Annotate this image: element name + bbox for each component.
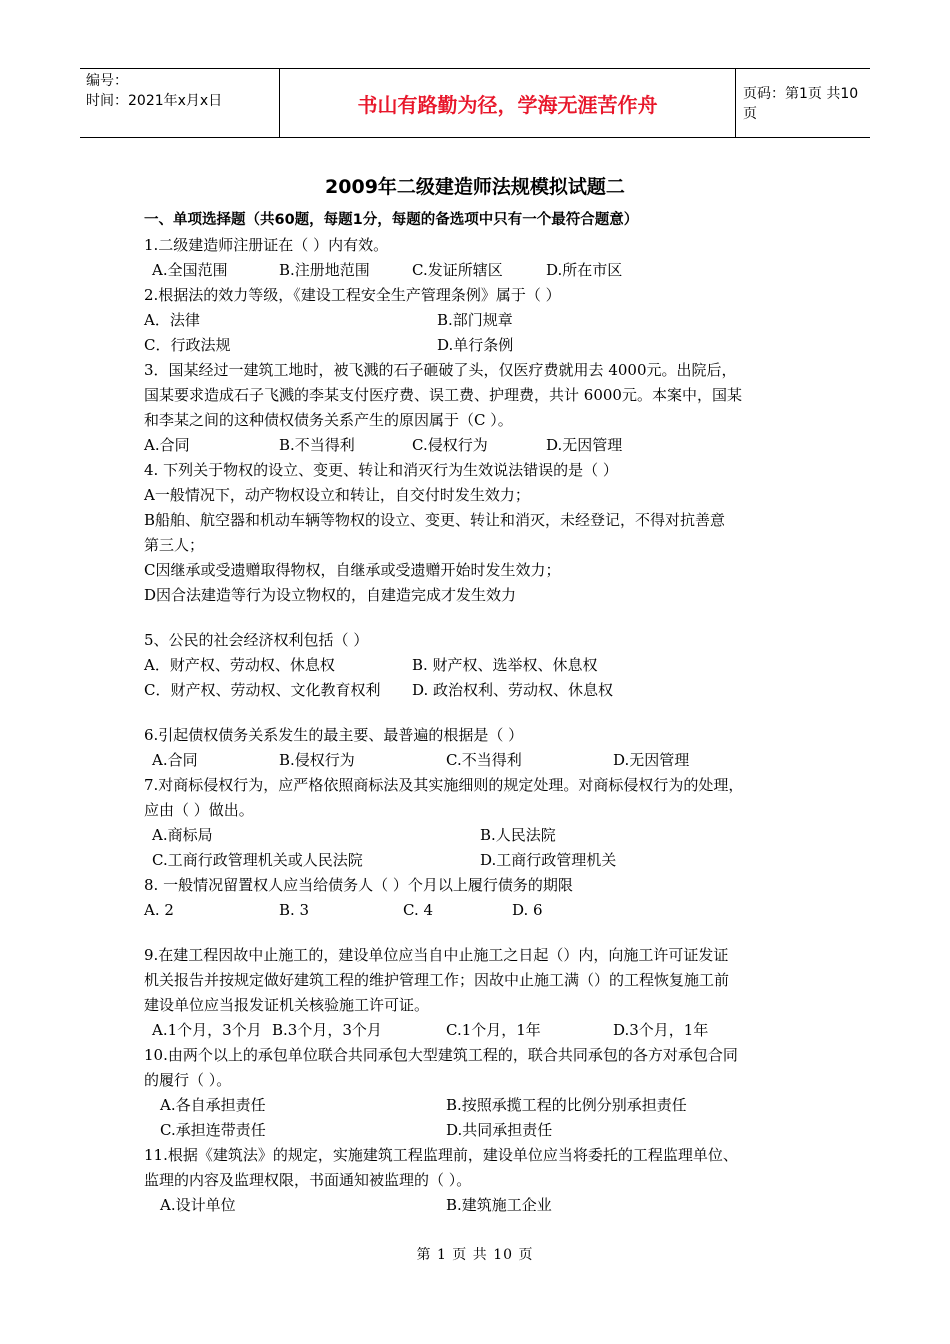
question-5-options <box>144 678 824 703</box>
option: A.1个月，3个月 <box>152 1021 262 1039</box>
question-11-line: 监理的内容及监理权限，书面通知被监理的（ ）。 <box>144 1171 472 1189</box>
motto-cell <box>280 69 736 137</box>
option: A.合同 <box>152 751 198 769</box>
question-10-line: 的履行（ ）。 <box>144 1071 232 1089</box>
option: C.不当得利 <box>446 751 522 769</box>
option: C因继承或受遗赠取得物权，自继承或受遗赠开始时发生效力； <box>144 561 561 579</box>
question-8-options <box>144 898 824 923</box>
question-3-line: 国某要求造成石子飞溅的李某支付医疗费、误工费、护理费，共计 6000元。本案中，国某 <box>144 386 742 404</box>
question-10-options <box>144 1093 824 1118</box>
question-9-line: 机关报告并按规定做好建筑工程的维护管理工作；因故中止施工满（）的工程恢复施工前 <box>144 971 730 989</box>
option: B.人民法院 <box>480 826 556 844</box>
option: B.按照承揽工程的比例分别承担责任 <box>446 1096 687 1114</box>
question-9-line: 建设单位应当报发证机关核验施工许可证。 <box>144 996 430 1014</box>
question-11-line: 11.根据《建筑法》的规定，实施建筑工程监理前，建设单位应当将委托的工程监理单位、 <box>144 1146 738 1164</box>
question-11-options <box>144 1193 824 1218</box>
question-3-options <box>144 433 824 458</box>
option-continuation: 第三人； <box>144 536 205 554</box>
question-6-options <box>144 748 824 773</box>
option: D.所在市区 <box>546 261 623 279</box>
option: C．行政法规 <box>144 336 231 354</box>
option: B.注册地范围 <box>279 261 370 279</box>
question-10-line: 10.由两个以上的承包单位联合共同承包大型建筑工程的，联合共同承包的各方对承包合同 <box>144 1046 738 1064</box>
question-1-options <box>144 258 824 283</box>
option: D. 6 <box>512 901 543 919</box>
option: C.发证所辖区 <box>412 261 503 279</box>
question-8: 8. 一般情况留置权人应当给债务人（ ）个月以上履行债务的期限 <box>144 876 573 894</box>
option: A．财产权、劳动权、休息权 <box>144 656 335 674</box>
option: C.承担连带责任 <box>160 1121 266 1139</box>
option: D.无因管理 <box>546 436 623 454</box>
option: C. 4 <box>403 901 434 919</box>
option: A.全国范围 <box>152 261 228 279</box>
option: C．财产权、劳动权、文化教育权利 <box>144 681 381 699</box>
header-meta-cell <box>80 69 280 137</box>
option: B.部门规章 <box>437 311 513 329</box>
question-5-options <box>144 653 824 678</box>
question-5: 5、公民的社会经济权利包括（ ） <box>144 631 369 649</box>
question-6: 6.引起债权债务关系发生的最主要、最普遍的根据是（ ） <box>144 726 524 744</box>
option: A.各自承担责任 <box>160 1096 266 1114</box>
option: A.设计单位 <box>160 1196 236 1214</box>
question-2: 2.根据法的效力等级，《建设工程安全生产管理条例》属于（ ） <box>144 286 561 304</box>
option: D.工商行政管理机关 <box>480 851 617 869</box>
option: C.1个月，1年 <box>446 1021 541 1039</box>
number-label: 编号： <box>86 73 128 89</box>
motto: 书山有路勤为径，学海无涯苦作舟 <box>357 92 658 117</box>
question-3-line: 和李某之间的这种债权债务关系产生的原因属于（C ）。 <box>144 411 513 429</box>
question-9-line: 9.在建工程因故中止施工的，建设单位应当自中止施工之日起（）内，向施工许可证发证 <box>144 946 729 964</box>
question-3-line: 3．国某经过一建筑工地时，被飞溅的石子砸破了头，仅医疗费就用去 4000元。出院后， <box>144 361 737 379</box>
header-table <box>80 68 870 138</box>
option: B. 财产权、选举权、休息权 <box>412 656 598 674</box>
question-7-line: 7.对商标侵权行为，应严格依照商标法及其实施细则的规定处理。对商标侵权行为的处理， <box>144 776 744 794</box>
question-7-line: 应由（ ）做出。 <box>144 801 254 819</box>
question-list <box>144 208 824 1218</box>
question-4: 4. 下列关于物权的设立、变更、转让和消灭行为生效说法错误的是（ ） <box>144 461 618 479</box>
option: B. 3 <box>279 901 310 919</box>
page-info-cell <box>735 69 870 137</box>
question-2-options <box>144 308 824 333</box>
option: B.侵权行为 <box>279 751 355 769</box>
option: D. 政治权利、劳动权、休息权 <box>412 681 614 699</box>
section-heading: 一、单项选择题（共60题，每题1分，每题的备选项中只有一个最符合题意） <box>144 212 639 228</box>
option: D.共同承担责任 <box>446 1121 553 1139</box>
question-2-options <box>144 333 824 358</box>
option: A．法律 <box>144 311 200 329</box>
question-1: 1.二级建造师注册证在（ ）内有效。 <box>144 236 389 254</box>
option: B船舶、航空器和机动车辆等物权的设立、变更、转让和消灭，未经登记，不得对抗善意 <box>144 511 726 529</box>
page-footer: 第 1 页 共 10 页 <box>416 1247 534 1263</box>
option: A.合同 <box>144 436 190 454</box>
date-line: 时间：2021年x月x日 <box>86 93 223 109</box>
option: A一般情况下，动产物权设立和转让，自交付时发生效力； <box>144 486 530 504</box>
option: C.侵权行为 <box>412 436 488 454</box>
option: B.3个月，3个月 <box>272 1021 382 1039</box>
option: A. 2 <box>144 901 174 919</box>
question-7-options <box>144 848 824 873</box>
option: B.不当得利 <box>279 436 355 454</box>
option: D.3个月，1年 <box>613 1021 709 1039</box>
question-9-options <box>144 1018 824 1043</box>
question-10-options <box>144 1118 824 1143</box>
document-title: 2009年二级建造师法规模拟试题二 <box>325 176 625 198</box>
page-info: 页码：第1页 共10页 <box>743 86 859 122</box>
option: D.单行条例 <box>437 336 514 354</box>
option: A.商标局 <box>152 826 213 844</box>
option: D.无因管理 <box>613 751 690 769</box>
option: B.建筑施工企业 <box>446 1196 552 1214</box>
option: D因合法建造等行为设立物权的，自建造完成才发生效力 <box>144 586 517 604</box>
option: C.工商行政管理机关或人民法院 <box>152 851 363 869</box>
question-7-options <box>144 823 824 848</box>
